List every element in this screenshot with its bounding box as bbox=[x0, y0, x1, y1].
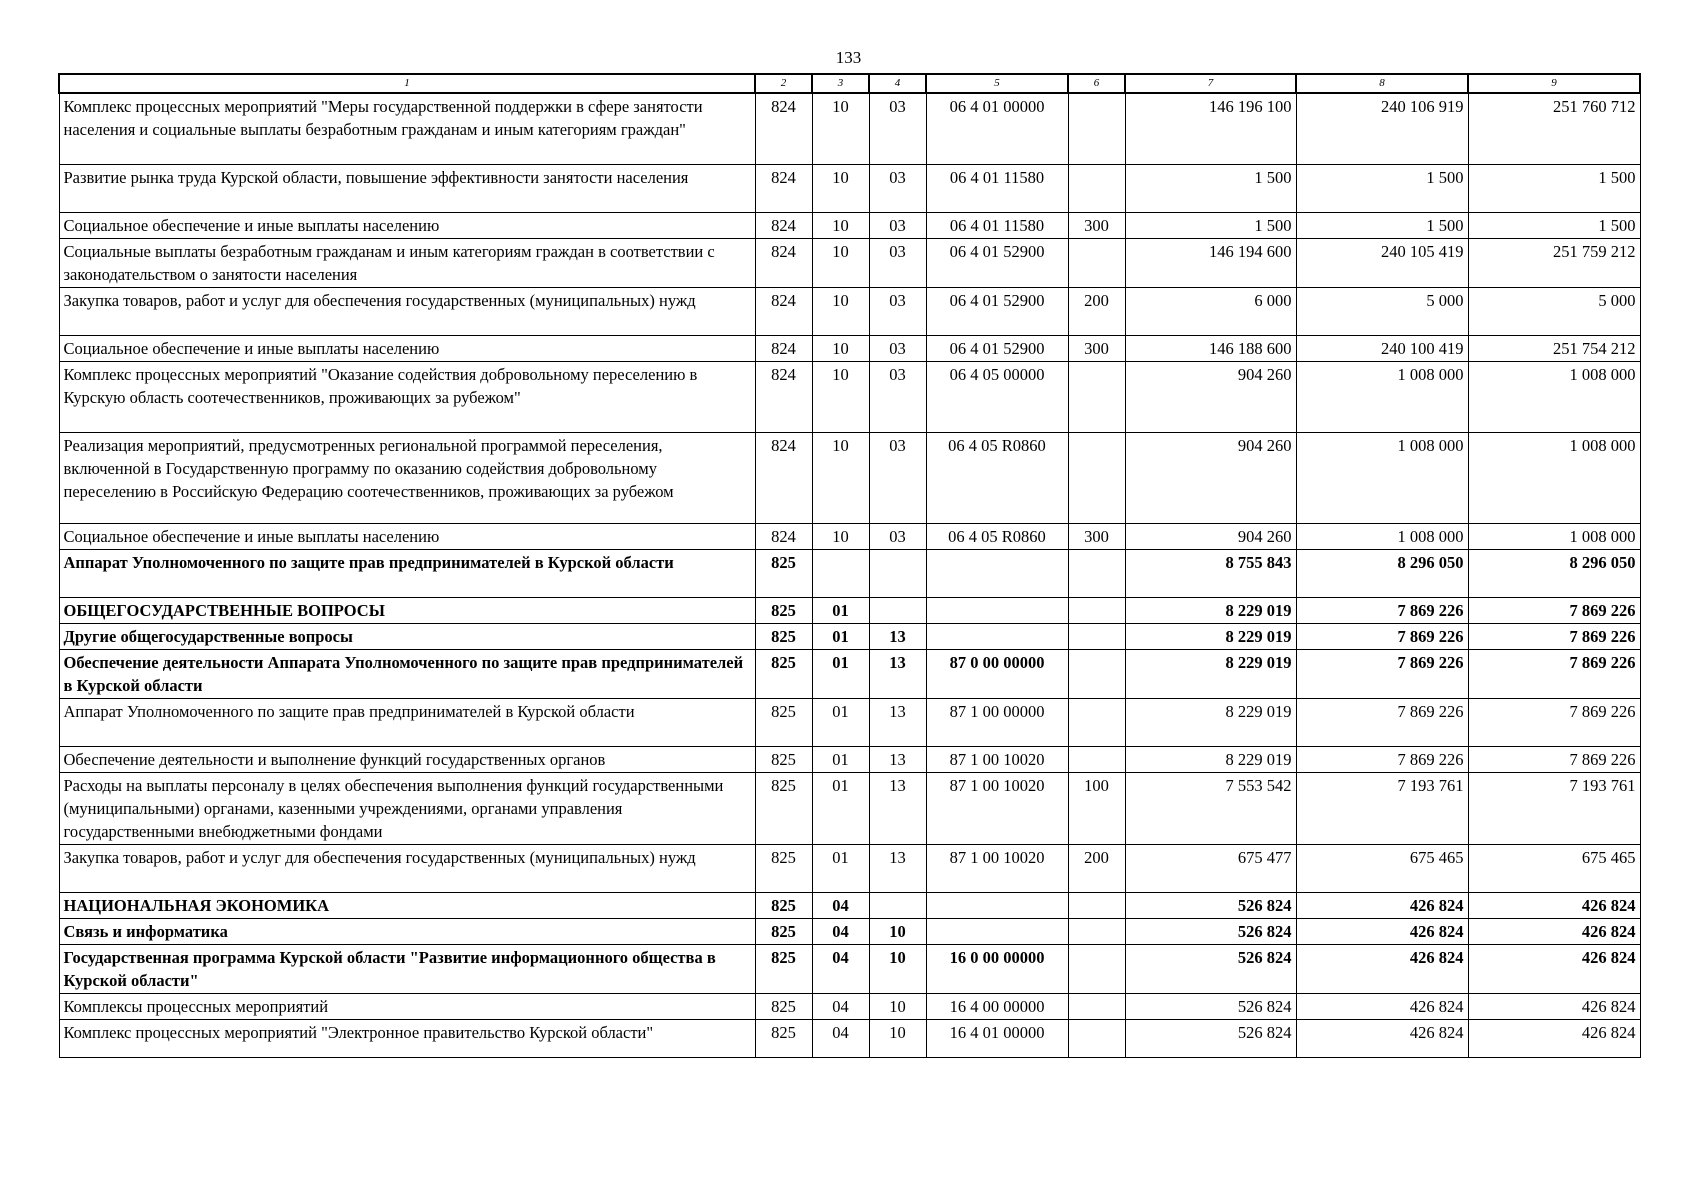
table-row bbox=[59, 945, 1640, 994]
table-row bbox=[59, 919, 1640, 945]
table-row bbox=[59, 362, 1640, 433]
cell-csr: 06 4 05 R0860 bbox=[926, 524, 1068, 550]
cell-vr bbox=[1068, 362, 1125, 433]
cell-amount-1: 8 229 019 bbox=[1125, 624, 1296, 650]
cell-csr bbox=[926, 919, 1068, 945]
cell-amount-3: 426 824 bbox=[1468, 1020, 1640, 1058]
cell-gr: 825 bbox=[755, 994, 812, 1020]
table-row bbox=[59, 288, 1640, 336]
cell-pr: 13 bbox=[869, 624, 926, 650]
cell-name: Аппарат Уполномоченного по защите прав предпринимателей в Курской области bbox=[59, 699, 755, 747]
cell-amount-2: 675 465 bbox=[1296, 845, 1468, 893]
cell-pr: 03 bbox=[869, 239, 926, 288]
cell-amount-1: 526 824 bbox=[1125, 994, 1296, 1020]
cell-csr: 87 1 00 10020 bbox=[926, 747, 1068, 773]
table-row bbox=[59, 239, 1640, 288]
cell-gr: 824 bbox=[755, 288, 812, 336]
table-row bbox=[59, 747, 1640, 773]
cell-amount-3: 7 193 761 bbox=[1468, 773, 1640, 845]
cell-rz: 01 bbox=[812, 699, 869, 747]
cell-amount-2: 240 106 919 bbox=[1296, 93, 1468, 165]
cell-csr bbox=[926, 550, 1068, 598]
header-row bbox=[59, 74, 1640, 93]
cell-amount-1: 904 260 bbox=[1125, 524, 1296, 550]
cell-vr: 200 bbox=[1068, 845, 1125, 893]
table-row bbox=[59, 524, 1640, 550]
column-header: 5 bbox=[926, 74, 1068, 93]
cell-csr: 06 4 05 00000 bbox=[926, 362, 1068, 433]
cell-vr bbox=[1068, 945, 1125, 994]
cell-amount-2: 7 869 226 bbox=[1296, 699, 1468, 747]
cell-rz: 04 bbox=[812, 994, 869, 1020]
cell-gr: 824 bbox=[755, 213, 812, 239]
column-header: 1 bbox=[59, 74, 755, 93]
cell-amount-2: 7 193 761 bbox=[1296, 773, 1468, 845]
cell-amount-1: 146 194 600 bbox=[1125, 239, 1296, 288]
cell-amount-2: 1 008 000 bbox=[1296, 524, 1468, 550]
column-header: 3 bbox=[812, 74, 869, 93]
cell-amount-3: 5 000 bbox=[1468, 288, 1640, 336]
cell-name: Государственная программа Курской области "Развитие информационного общества в Курской области" bbox=[59, 945, 755, 994]
cell-amount-3: 426 824 bbox=[1468, 919, 1640, 945]
cell-amount-3: 426 824 bbox=[1468, 945, 1640, 994]
table-row bbox=[59, 598, 1640, 624]
cell-rz: 10 bbox=[812, 524, 869, 550]
cell-name: Закупка товаров, работ и услуг для обеспечения государственных (муниципальных) нужд bbox=[59, 288, 755, 336]
cell-gr: 825 bbox=[755, 598, 812, 624]
cell-name: Обеспечение деятельности и выполнение функций государственных органов bbox=[59, 747, 755, 773]
cell-name: Аппарат Уполномоченного по защите прав предпринимателей в Курской области bbox=[59, 550, 755, 598]
cell-csr: 06 4 01 52900 bbox=[926, 288, 1068, 336]
cell-gr: 825 bbox=[755, 624, 812, 650]
cell-rz bbox=[812, 550, 869, 598]
cell-vr bbox=[1068, 624, 1125, 650]
cell-pr: 03 bbox=[869, 93, 926, 165]
table-row bbox=[59, 773, 1640, 845]
cell-amount-3: 675 465 bbox=[1468, 845, 1640, 893]
cell-rz: 01 bbox=[812, 650, 869, 699]
cell-amount-3: 7 869 226 bbox=[1468, 699, 1640, 747]
cell-pr: 13 bbox=[869, 747, 926, 773]
table-row bbox=[59, 650, 1640, 699]
cell-pr: 10 bbox=[869, 1020, 926, 1058]
cell-name: Реализация мероприятий, предусмотренных региональной программой переселения, включенной в Государственную программу по оказанию содействия добровольному переселению в Российскую Федерацию соотечественников, проживающих за рубежом bbox=[59, 433, 755, 524]
column-header: 8 bbox=[1296, 74, 1468, 93]
cell-amount-1: 526 824 bbox=[1125, 1020, 1296, 1058]
cell-rz: 04 bbox=[812, 919, 869, 945]
cell-vr: 100 bbox=[1068, 773, 1125, 845]
cell-csr: 16 4 01 00000 bbox=[926, 1020, 1068, 1058]
cell-rz: 10 bbox=[812, 288, 869, 336]
cell-pr: 03 bbox=[869, 433, 926, 524]
cell-amount-3: 1 500 bbox=[1468, 213, 1640, 239]
cell-gr: 825 bbox=[755, 893, 812, 919]
cell-name: ОБЩЕГОСУДАРСТВЕННЫЕ ВОПРОСЫ bbox=[59, 598, 755, 624]
cell-amount-3: 251 759 212 bbox=[1468, 239, 1640, 288]
cell-amount-3: 8 296 050 bbox=[1468, 550, 1640, 598]
cell-name: Расходы на выплаты персоналу в целях обеспечения выполнения функций государственными (муниципальными) органами, казенными учреждениями, органами управления государственными внебюджетными фондами bbox=[59, 773, 755, 845]
cell-amount-2: 1 008 000 bbox=[1296, 433, 1468, 524]
cell-pr bbox=[869, 893, 926, 919]
cell-amount-1: 8 229 019 bbox=[1125, 650, 1296, 699]
cell-amount-2: 426 824 bbox=[1296, 1020, 1468, 1058]
cell-gr: 825 bbox=[755, 945, 812, 994]
cell-pr bbox=[869, 550, 926, 598]
cell-gr: 825 bbox=[755, 699, 812, 747]
cell-amount-1: 675 477 bbox=[1125, 845, 1296, 893]
cell-amount-2: 426 824 bbox=[1296, 994, 1468, 1020]
cell-vr: 200 bbox=[1068, 288, 1125, 336]
cell-name: Связь и информатика bbox=[59, 919, 755, 945]
cell-amount-1: 526 824 bbox=[1125, 919, 1296, 945]
cell-amount-2: 426 824 bbox=[1296, 945, 1468, 994]
table-row bbox=[59, 550, 1640, 598]
cell-csr: 06 4 01 11580 bbox=[926, 213, 1068, 239]
cell-csr bbox=[926, 893, 1068, 919]
cell-rz: 01 bbox=[812, 624, 869, 650]
cell-vr bbox=[1068, 598, 1125, 624]
cell-name: Комплекс процессных мероприятий "Оказание содействия добровольному переселению в Курскую область соотечественников, проживающих за рубежом" bbox=[59, 362, 755, 433]
cell-name: Социальное обеспечение и иные выплаты населению bbox=[59, 524, 755, 550]
cell-rz: 04 bbox=[812, 1020, 869, 1058]
cell-vr bbox=[1068, 165, 1125, 213]
cell-csr: 06 4 01 00000 bbox=[926, 93, 1068, 165]
table-row bbox=[59, 1020, 1640, 1058]
cell-amount-2: 1 500 bbox=[1296, 213, 1468, 239]
cell-name: Развитие рынка труда Курской области, повышение эффективности занятости населения bbox=[59, 165, 755, 213]
cell-amount-1: 904 260 bbox=[1125, 433, 1296, 524]
table-row bbox=[59, 433, 1640, 524]
cell-amount-2: 426 824 bbox=[1296, 919, 1468, 945]
cell-pr: 13 bbox=[869, 845, 926, 893]
cell-csr bbox=[926, 598, 1068, 624]
cell-csr: 16 0 00 00000 bbox=[926, 945, 1068, 994]
column-header: 6 bbox=[1068, 74, 1125, 93]
cell-vr bbox=[1068, 550, 1125, 598]
cell-name: Закупка товаров, работ и услуг для обеспечения государственных (муниципальных) нужд bbox=[59, 845, 755, 893]
cell-vr: 300 bbox=[1068, 524, 1125, 550]
cell-vr bbox=[1068, 747, 1125, 773]
cell-gr: 824 bbox=[755, 239, 812, 288]
cell-amount-1: 526 824 bbox=[1125, 893, 1296, 919]
cell-vr bbox=[1068, 1020, 1125, 1058]
cell-amount-2: 5 000 bbox=[1296, 288, 1468, 336]
cell-gr: 825 bbox=[755, 650, 812, 699]
cell-pr: 10 bbox=[869, 945, 926, 994]
cell-csr bbox=[926, 624, 1068, 650]
cell-gr: 824 bbox=[755, 362, 812, 433]
cell-amount-2: 240 105 419 bbox=[1296, 239, 1468, 288]
cell-rz: 01 bbox=[812, 845, 869, 893]
cell-name: Обеспечение деятельности Аппарата Уполномоченного по защите прав предпринимателей в Курской области bbox=[59, 650, 755, 699]
cell-amount-2: 1 500 bbox=[1296, 165, 1468, 213]
cell-name: Комплекс процессных мероприятий "Меры государственной поддержки в сфере занятости населения и социальные выплаты безработным гражданам и иным категориям граждан" bbox=[59, 93, 755, 165]
cell-pr: 03 bbox=[869, 362, 926, 433]
cell-gr: 824 bbox=[755, 336, 812, 362]
cell-vr bbox=[1068, 93, 1125, 165]
cell-vr bbox=[1068, 433, 1125, 524]
cell-rz: 10 bbox=[812, 239, 869, 288]
cell-pr: 10 bbox=[869, 919, 926, 945]
cell-csr: 87 1 00 00000 bbox=[926, 699, 1068, 747]
cell-amount-3: 426 824 bbox=[1468, 893, 1640, 919]
cell-gr: 825 bbox=[755, 773, 812, 845]
cell-amount-3: 1 008 000 bbox=[1468, 433, 1640, 524]
column-header: 4 bbox=[869, 74, 926, 93]
cell-amount-2: 7 869 226 bbox=[1296, 650, 1468, 699]
cell-csr: 87 0 00 00000 bbox=[926, 650, 1068, 699]
cell-amount-1: 526 824 bbox=[1125, 945, 1296, 994]
column-header: 7 bbox=[1125, 74, 1296, 93]
table-row bbox=[59, 624, 1640, 650]
table-row bbox=[59, 994, 1640, 1020]
cell-name: Социальное обеспечение и иные выплаты населению bbox=[59, 213, 755, 239]
cell-amount-2: 7 869 226 bbox=[1296, 598, 1468, 624]
cell-amount-1: 146 196 100 bbox=[1125, 93, 1296, 165]
cell-csr: 87 1 00 10020 bbox=[926, 773, 1068, 845]
cell-rz: 10 bbox=[812, 213, 869, 239]
cell-amount-3: 1 500 bbox=[1468, 165, 1640, 213]
cell-rz: 01 bbox=[812, 598, 869, 624]
cell-amount-2: 8 296 050 bbox=[1296, 550, 1468, 598]
cell-amount-2: 1 008 000 bbox=[1296, 362, 1468, 433]
cell-rz: 10 bbox=[812, 93, 869, 165]
cell-csr: 06 4 01 52900 bbox=[926, 336, 1068, 362]
column-header: 9 bbox=[1468, 74, 1640, 93]
cell-gr: 824 bbox=[755, 93, 812, 165]
cell-amount-1: 8 229 019 bbox=[1125, 747, 1296, 773]
table-row bbox=[59, 165, 1640, 213]
cell-rz: 10 bbox=[812, 165, 869, 213]
cell-vr bbox=[1068, 893, 1125, 919]
table-row bbox=[59, 213, 1640, 239]
cell-amount-1: 904 260 bbox=[1125, 362, 1296, 433]
cell-amount-1: 1 500 bbox=[1125, 213, 1296, 239]
cell-amount-3: 7 869 226 bbox=[1468, 650, 1640, 699]
column-header: 2 bbox=[755, 74, 812, 93]
cell-amount-1: 7 553 542 bbox=[1125, 773, 1296, 845]
cell-gr: 825 bbox=[755, 845, 812, 893]
cell-amount-2: 7 869 226 bbox=[1296, 624, 1468, 650]
cell-gr: 825 bbox=[755, 1020, 812, 1058]
cell-vr bbox=[1068, 239, 1125, 288]
cell-vr: 300 bbox=[1068, 213, 1125, 239]
cell-vr bbox=[1068, 699, 1125, 747]
budget-table bbox=[58, 73, 1641, 1058]
cell-amount-1: 146 188 600 bbox=[1125, 336, 1296, 362]
cell-amount-3: 1 008 000 bbox=[1468, 524, 1640, 550]
cell-rz: 01 bbox=[812, 773, 869, 845]
cell-csr: 06 4 01 52900 bbox=[926, 239, 1068, 288]
cell-name: НАЦИОНАЛЬНАЯ ЭКОНОМИКА bbox=[59, 893, 755, 919]
cell-csr: 87 1 00 10020 bbox=[926, 845, 1068, 893]
cell-name: Комплекс процессных мероприятий "Электронное правительство Курской области" bbox=[59, 1020, 755, 1058]
cell-rz: 04 bbox=[812, 945, 869, 994]
cell-rz: 10 bbox=[812, 433, 869, 524]
cell-gr: 825 bbox=[755, 919, 812, 945]
cell-pr: 13 bbox=[869, 699, 926, 747]
cell-pr: 13 bbox=[869, 773, 926, 845]
cell-amount-3: 7 869 226 bbox=[1468, 747, 1640, 773]
cell-vr: 300 bbox=[1068, 336, 1125, 362]
table-row bbox=[59, 336, 1640, 362]
cell-amount-3: 426 824 bbox=[1468, 994, 1640, 1020]
cell-rz: 10 bbox=[812, 336, 869, 362]
cell-amount-1: 8 229 019 bbox=[1125, 598, 1296, 624]
cell-gr: 824 bbox=[755, 165, 812, 213]
cell-rz: 04 bbox=[812, 893, 869, 919]
cell-rz: 01 bbox=[812, 747, 869, 773]
cell-gr: 824 bbox=[755, 433, 812, 524]
cell-name: Социальные выплаты безработным гражданам и иным категориям граждан в соответствии с законодательством о занятости населения bbox=[59, 239, 755, 288]
cell-gr: 825 bbox=[755, 747, 812, 773]
cell-amount-1: 8 755 843 bbox=[1125, 550, 1296, 598]
cell-pr: 03 bbox=[869, 524, 926, 550]
cell-amount-2: 426 824 bbox=[1296, 893, 1468, 919]
cell-rz: 10 bbox=[812, 362, 869, 433]
cell-pr: 03 bbox=[869, 165, 926, 213]
cell-amount-3: 7 869 226 bbox=[1468, 624, 1640, 650]
table-row bbox=[59, 893, 1640, 919]
cell-name: Другие общегосударственные вопросы bbox=[59, 624, 755, 650]
cell-vr bbox=[1068, 919, 1125, 945]
table-row bbox=[59, 93, 1640, 165]
cell-vr bbox=[1068, 994, 1125, 1020]
cell-pr: 13 bbox=[869, 650, 926, 699]
table-row bbox=[59, 845, 1640, 893]
cell-pr: 10 bbox=[869, 994, 926, 1020]
cell-amount-1: 6 000 bbox=[1125, 288, 1296, 336]
cell-amount-3: 251 754 212 bbox=[1468, 336, 1640, 362]
cell-csr: 06 4 05 R0860 bbox=[926, 433, 1068, 524]
cell-pr bbox=[869, 598, 926, 624]
cell-name: Комплексы процессных мероприятий bbox=[59, 994, 755, 1020]
cell-amount-3: 7 869 226 bbox=[1468, 598, 1640, 624]
cell-amount-1: 8 229 019 bbox=[1125, 699, 1296, 747]
cell-amount-3: 1 008 000 bbox=[1468, 362, 1640, 433]
cell-pr: 03 bbox=[869, 213, 926, 239]
cell-amount-3: 251 760 712 bbox=[1468, 93, 1640, 165]
cell-gr: 824 bbox=[755, 524, 812, 550]
cell-amount-2: 240 100 419 bbox=[1296, 336, 1468, 362]
cell-csr: 06 4 01 11580 bbox=[926, 165, 1068, 213]
cell-pr: 03 bbox=[869, 336, 926, 362]
cell-pr: 03 bbox=[869, 288, 926, 336]
cell-vr bbox=[1068, 650, 1125, 699]
cell-amount-1: 1 500 bbox=[1125, 165, 1296, 213]
cell-name: Социальное обеспечение и иные выплаты населению bbox=[59, 336, 755, 362]
cell-gr: 825 bbox=[755, 550, 812, 598]
cell-amount-2: 7 869 226 bbox=[1296, 747, 1468, 773]
table-row bbox=[59, 699, 1640, 747]
page-number: 133 bbox=[835, 48, 862, 67]
cell-csr: 16 4 00 00000 bbox=[926, 994, 1068, 1020]
